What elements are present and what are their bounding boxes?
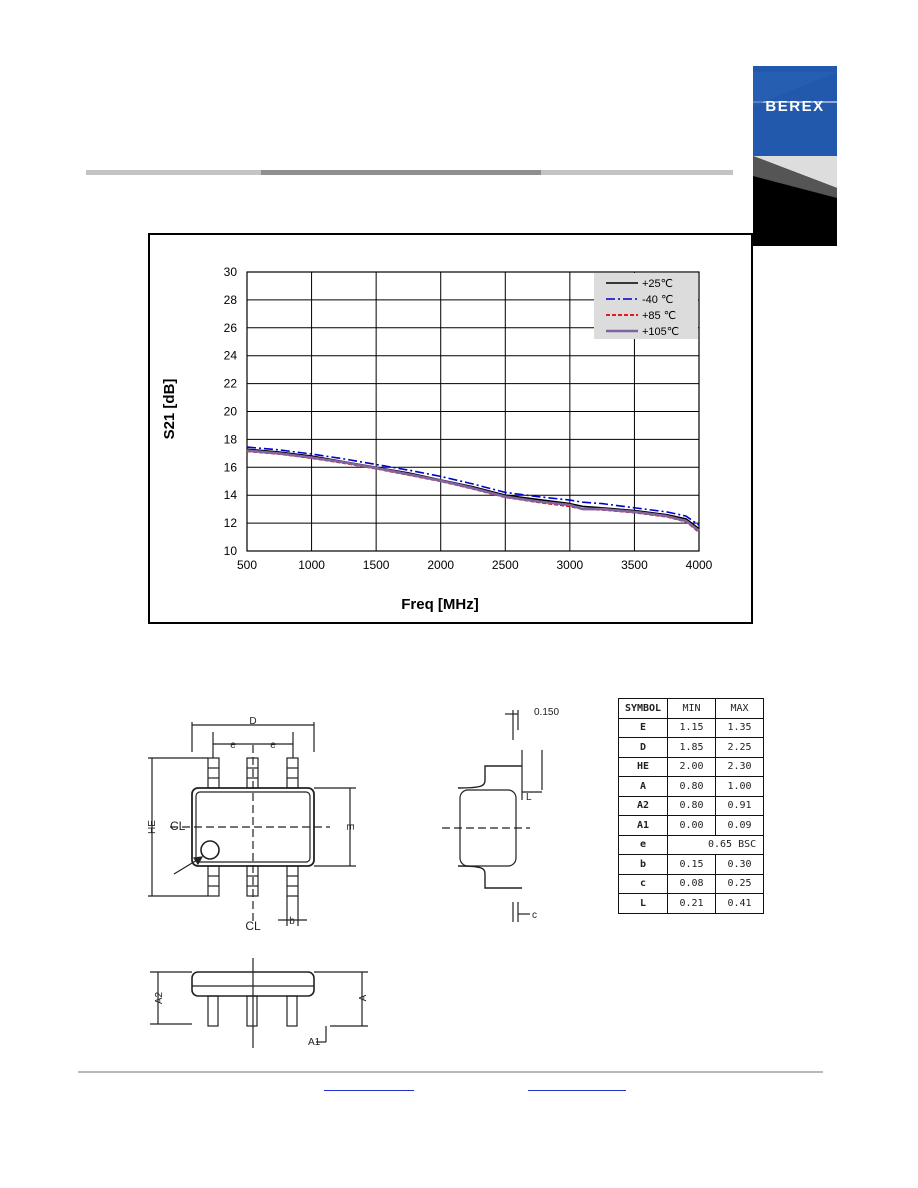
front-view [150, 958, 369, 1048]
y-tick-label: 30 [223, 265, 237, 279]
package-outline-drawings [130, 690, 560, 1060]
top-view [147, 716, 356, 933]
cell-symbol: D [619, 738, 668, 758]
x-tick-label: 500 [236, 558, 258, 572]
y-tick-label: 28 [223, 292, 237, 307]
legend-label-0: +25℃ [642, 278, 674, 290]
label-c: c [532, 910, 537, 921]
cell-bsc: 0.65 BSC [668, 835, 764, 855]
x-tick-label: 1500 [362, 558, 390, 572]
x-tick-label: 1000 [298, 558, 325, 572]
label-b: b [289, 916, 295, 927]
label-cl-bottom: CL [245, 919, 261, 933]
label-L: L [526, 792, 532, 803]
footer-link-website[interactable] [324, 1090, 414, 1091]
footer-rule [78, 1071, 823, 1073]
table-row [619, 757, 764, 777]
cell-min: 0.08 [668, 874, 716, 894]
cell-symbol: e [619, 835, 668, 855]
chart-series [247, 447, 699, 532]
cell-max: 2.30 [716, 757, 764, 777]
y-tick-label: 20 [223, 404, 237, 419]
table-row [619, 777, 764, 797]
side-view [442, 707, 559, 922]
logo-text: BEREX [765, 98, 825, 115]
header-rule [86, 170, 733, 175]
y-tick-label: 26 [223, 320, 237, 335]
cell-symbol: A1 [619, 816, 668, 836]
header-symbol: SYMBOL [619, 699, 668, 719]
y-tick-label: 22 [223, 376, 237, 391]
table-row [619, 816, 764, 836]
table-row [619, 894, 764, 914]
header-min: MIN [668, 699, 716, 719]
x-tick-label: 2000 [427, 558, 455, 572]
label-e-2: e [270, 740, 276, 751]
cell-max: 2.25 [716, 738, 764, 758]
table-row [619, 835, 764, 855]
s21-chart [150, 235, 751, 622]
cell-symbol: E [619, 718, 668, 738]
cell-min: 0.21 [668, 894, 716, 914]
cell-min: 2.00 [668, 757, 716, 777]
cell-max: 0.30 [716, 855, 764, 875]
y-tick-label: 14 [223, 488, 237, 503]
cell-max: 0.09 [716, 816, 764, 836]
table-row [619, 874, 764, 894]
label-A2: A2 [154, 991, 165, 1005]
cell-max: 0.91 [716, 796, 764, 816]
table-row [619, 738, 764, 758]
footer-link-email[interactable] [528, 1090, 626, 1091]
x-tick-label: 2500 [491, 558, 519, 572]
label-A: A [358, 994, 369, 1002]
cell-min: 0.00 [668, 816, 716, 836]
cell-symbol: c [619, 874, 668, 894]
x-axis-title: Freq [MHz] [401, 596, 479, 613]
cell-min: 0.80 [668, 777, 716, 797]
s21-chart-frame [148, 233, 753, 624]
y-tick-label: 16 [223, 460, 237, 475]
header-max: MAX [716, 699, 764, 719]
chart-legend [594, 273, 698, 339]
table-row [619, 796, 764, 816]
cell-symbol: A2 [619, 796, 668, 816]
cell-min: 1.15 [668, 718, 716, 738]
y-tick-label: 18 [223, 432, 237, 447]
label-D: D [249, 716, 257, 727]
berex-logo [753, 66, 837, 246]
cell-max: 1.00 [716, 777, 764, 797]
package-dimension-table [618, 698, 764, 914]
table-row [619, 855, 764, 875]
label-HE: HE [147, 820, 158, 834]
y-tick-label: 24 [223, 348, 237, 363]
cell-symbol: b [619, 855, 668, 875]
legend-label-3: +105℃ [642, 326, 680, 338]
cell-min: 0.15 [668, 855, 716, 875]
y-tick-label: 10 [223, 544, 237, 558]
table-header-row [619, 699, 764, 719]
label-A1: A1 [308, 1037, 321, 1048]
x-tick-label: 4000 [685, 558, 713, 572]
y-axis-title: S21 [dB] [161, 378, 178, 440]
cell-max: 1.35 [716, 718, 764, 738]
legend-label-1: -40 ℃ [642, 294, 674, 306]
cell-min: 1.85 [668, 738, 716, 758]
label-e-1: e [230, 740, 236, 751]
series-line-3 [247, 451, 699, 531]
x-tick-label: 3000 [556, 558, 584, 572]
cell-symbol: A [619, 777, 668, 797]
label-E: E [344, 823, 355, 831]
series-line-2 [247, 451, 699, 532]
label-lead-thickness: 0.150 [534, 707, 560, 718]
y-tick-label: 12 [223, 516, 237, 531]
cell-max: 0.25 [716, 874, 764, 894]
cell-min: 0.80 [668, 796, 716, 816]
x-tick-label: 3500 [621, 558, 648, 572]
cell-symbol: L [619, 894, 668, 914]
cell-max: 0.41 [716, 894, 764, 914]
table-row [619, 718, 764, 738]
legend-label-2: +85 ℃ [642, 310, 677, 322]
label-cl-side: CL [170, 819, 186, 833]
cell-symbol: HE [619, 757, 668, 777]
